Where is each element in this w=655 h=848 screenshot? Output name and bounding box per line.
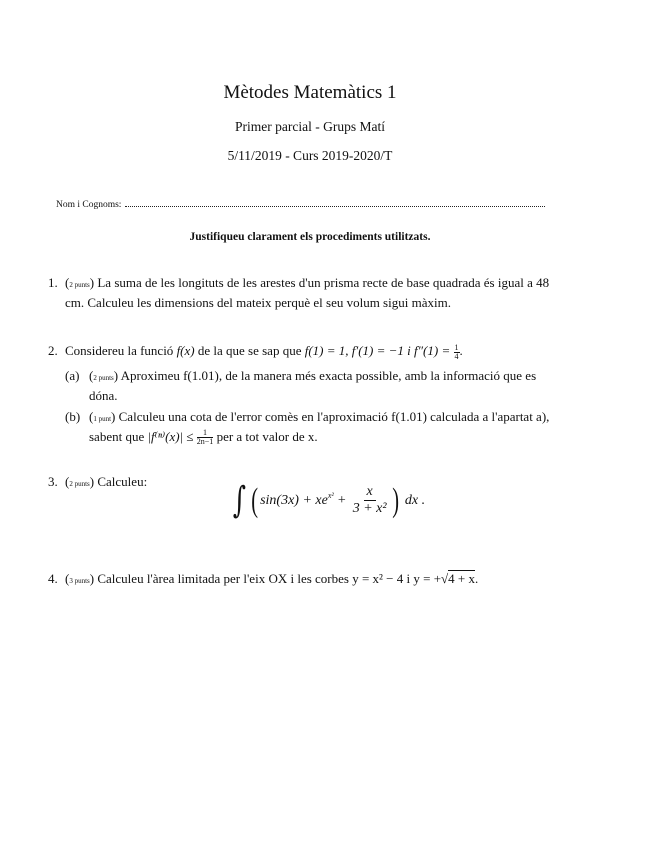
question-text: La suma de les longituts de les arestes d'un prisma recte de base quadrada és igual a 48 cm. Calculeu les dimensions del mateix perquè el seu volum sigui màxim. xyxy=(65,275,550,310)
integral-expression xyxy=(230,480,425,521)
part-b: (b) (1 punt) Calculeu una cota de l'error comès en l'aproximació f(1.01) calculada a l'apartat a), sabent que |f⁽ⁿ⁾(x)| ≤ $\frac{1}{2n-1}$ per a tot valor de x. xyxy=(65,408,550,447)
function-symbol: f(x) xyxy=(176,343,195,358)
differential: dx . xyxy=(404,492,426,508)
exam-date-course: 5/11/2019 - Curs 2019-2020/T xyxy=(227,148,393,163)
part-a: (a) (2 punts) Aproximeu f(1.01), de la manera més exacta possible, amb la informació que es dóna. xyxy=(65,367,537,403)
period: . xyxy=(475,571,479,586)
fraction: $\frac{1}{4}$ xyxy=(454,342,459,361)
integrand-fraction: $\frac{x}{\text{3 + x²}}$ xyxy=(352,484,387,516)
exponent: x² xyxy=(327,491,334,500)
part-text-end: per a tot valor de x. xyxy=(216,428,318,444)
question-1: 1. (2 punts) La suma de les longituts de les arestes d'un prisma recte de base quadrada és igual a 48 cm. Calculeu les dimensions del mateix perquè el seu volum sigui màxim. xyxy=(48,275,550,310)
question-text: Calculeu l'àrea limitada per l'eix OX i les corbes y = x² − 4 i y = +√ xyxy=(97,571,449,586)
question-text: Calculeu: xyxy=(97,474,148,489)
integral-sign-icon: ∫ xyxy=(232,480,246,521)
points: 3 punts xyxy=(69,577,90,585)
left-paren: ( xyxy=(251,481,258,519)
part-label: (b) xyxy=(65,408,81,424)
right-paren: ) xyxy=(391,481,399,519)
conditions: f(1) = 1, f′(1) = −1 i f″(1) = xyxy=(304,343,451,358)
integrand-term: sin(3x) + xe xyxy=(260,492,328,508)
points: 2 punts xyxy=(69,480,90,488)
points: 1 punt xyxy=(93,414,112,423)
question-number: 2. xyxy=(48,343,58,358)
name-line[interactable] xyxy=(125,206,545,207)
part-label: (a) xyxy=(65,367,80,383)
question-intro: Considereu la funció xyxy=(65,343,174,358)
question-3: 3. (2 punts) Calculeu: xyxy=(48,474,148,489)
points: 2 punts xyxy=(93,373,114,382)
plus: + xyxy=(337,492,346,508)
exam-subtitle: Primer parcial - Grups Matí xyxy=(235,119,385,134)
document-title: Mètodes Matemàtics 1 xyxy=(223,82,397,103)
part-text: Aproximeu f(1.01), de la manera més exacta possible, amb la informació que es dóna. xyxy=(89,367,537,403)
question-4: 4. (3 punts) Calculeu l'àrea limitada per l'eix OX i les corbes y = x² − 4 i y = +√4 + x. xyxy=(48,571,479,586)
question-number: 3. xyxy=(48,474,58,489)
name-label: Nom i Cognoms: xyxy=(56,200,122,210)
derivative-bound: |f⁽ⁿ⁾(x)| ≤ xyxy=(147,428,194,444)
points: 2 punts xyxy=(69,281,90,289)
question-number: 1. xyxy=(48,275,58,290)
fraction: $\frac{1}{2n-1}$ xyxy=(196,428,214,447)
question-number: 4. xyxy=(48,571,58,586)
sqrt-argument: 4 + x xyxy=(448,571,476,586)
question-2: 2. Considereu la funció f(x) de la que se sap que f(1) = 1, f′(1) = −1 i f″(1) = $\frac{1}{4}$ . (a) (2 punts) Aproximeu f(1.01), de la manera més exacta possible, amb la informació que es dóna. (b) (1 punt) Calculeu una cota de l'error comès en l'aproximació f(1.01) calculada a l'apartat a), sabent que |f⁽ⁿ⁾(x)| ≤ $\frac{1}{2n-1}$ per a tot valor de x. xyxy=(48,342,558,446)
instructions: Justifiqueu clarament els procediments utilitzats. xyxy=(189,231,431,243)
name-field[interactable] xyxy=(56,200,545,210)
question-intro-2: de la que se sap que xyxy=(197,343,302,358)
part-text: Calculeu una cota de l'error comès en l'aproximació f(1.01) calculada a l'apartat a), sabent que xyxy=(89,408,550,444)
